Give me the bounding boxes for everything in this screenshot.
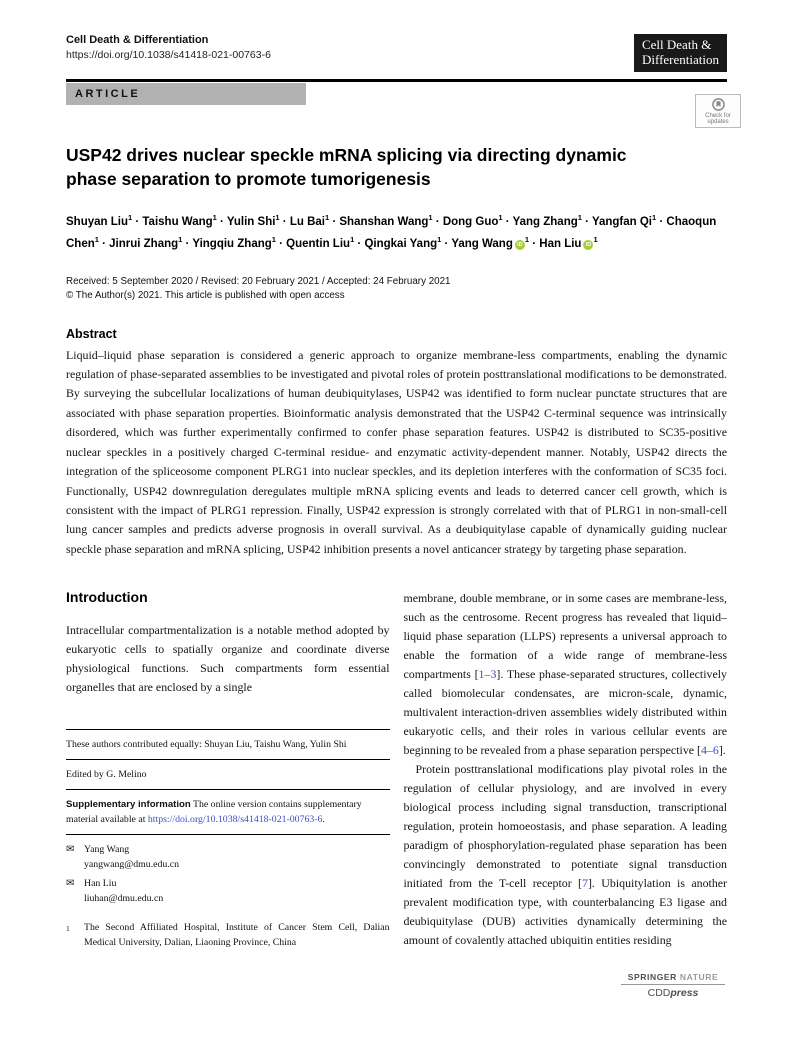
article-type-label: ARTICLE <box>66 83 306 105</box>
contact-email[interactable]: liuhan@dmu.edu.cn <box>84 893 164 905</box>
journal-logo-line2: Differentiation <box>641 52 719 67</box>
corresponding-author <box>66 842 390 872</box>
contact-email[interactable]: yangwang@dmu.edu.cn <box>84 859 179 871</box>
reference-link[interactable]: 4–6 <box>700 743 719 758</box>
orcid-icon[interactable]: iD <box>515 240 525 250</box>
contact-name: Yang Wang <box>84 844 130 856</box>
reference-link[interactable]: 7 <box>582 876 588 891</box>
journal-logo-badge <box>634 34 727 72</box>
author: Chaoqun Chen$^1$ <box>66 215 717 250</box>
check-for-updates-icon <box>712 98 725 111</box>
page-header <box>66 34 727 72</box>
header-divider <box>66 79 727 82</box>
affiliation-number: 1 <box>66 924 70 934</box>
doi-url: https://doi.org/10.1038/s41418-021-00763-6 <box>66 49 271 61</box>
introduction-heading: Introduction <box>66 589 148 606</box>
edited-by-note: Edited by G. Melino <box>66 769 147 781</box>
orcid-icon[interactable]: iD <box>583 240 593 250</box>
left-column <box>66 589 390 950</box>
header-left <box>66 34 271 61</box>
author: Yangfan Qi$^1$ <box>591 213 657 228</box>
journal-name: Cell Death & Differentiation <box>66 34 209 46</box>
author: Quentin Liu$^1$ <box>286 234 355 250</box>
author: Shanshan Wang$^1$ <box>339 213 433 228</box>
contact-list <box>66 842 390 906</box>
journal-logo-line1: Cell Death & <box>641 37 712 52</box>
corresponding-author <box>66 876 390 906</box>
affiliation-text: The Second Affiliated Hospital, Institute of Cancer Stem Cell, Dalian Medical University, Dalian, Liaoning Province, China <box>84 922 390 949</box>
author: Han Liu $iD^1$ <box>539 234 598 250</box>
copyright-line: © The Author(s) 2021. This article is published with open access <box>66 289 345 301</box>
springer-nature-wordmark: SPRINGER NATURE <box>621 972 725 985</box>
check-for-updates-label: Check for updates <box>705 112 731 125</box>
intro-paragraph: Intracellular compartmentalization is a notable method adopted by eukaryotic cells to spatially organize and coordinate diverse physiological functions. Such compartments form essential organelles that are enclosed by a single <box>66 623 390 695</box>
body-columns <box>66 589 727 950</box>
supplementary-link[interactable]: https://doi.org/10.1038/s41418-021-00763-6 <box>147 814 323 826</box>
received-line: Received: 5 September 2020 / Revised: 20 February 2021 / Accepted: 24 February 2021 <box>66 275 451 287</box>
envelope-icon: ✉ <box>66 878 75 890</box>
right-column <box>404 589 728 950</box>
article-title: USP42 drives nuclear speckle mRNA splicing via directing dynamic phase separation to promote tumorigenesis <box>66 145 627 189</box>
footnote-divider <box>66 759 390 760</box>
author: Qingkai Yang$^1$ <box>364 234 442 250</box>
check-for-updates-button[interactable] <box>695 94 741 128</box>
body-paragraph: membrane, double membrane, or in some cases are membrane-less, such as the centrosome. Recent progress has revealed that liquid–liquid phase separation (LLPS) represents a universal approach to enable the formation of a wide range of membrane-less compartments [1–3]. These phase-separated structures, collectively called biomolecular condensates, are micron-scale, dynamic, multivalent interaction-driven assemblies widely distributed within eukaryotic cells, and their roles in various cellular events are beginning to be revealed from a phase separation perspective [4–6]. <box>403 591 727 758</box>
abstract-text: Liquid–liquid phase separation is considered a generic approach to organize membrane-less compartments, enabling the dynamic regulation of phase-separated assemblies to be investigated and pivotal roles of protein posttranslational modifications to be demonstrated. By surveying the subcellular localizations of human deubiquitylases, USP42 was identified to form nuclear punctate structures that are associated with phase separation properties. Bioinformatic analysis demonstrated that the USP42 C-terminal sequence was intrinsically disordered, which was further experimentally confirmed to confer phase separation features. USP42 is distributed to SC35-positive nuclear speckles in a positively charged C-terminal residue- and enzymatic activity-dependent manner. Notably, USP42 directs the integration of the spliceosome component PLRG1 into nuclear speckles, and its depletion interferes with the conformation of SC35 foci. Functionally, USP42 downregulation deregulates multiple mRNA splicing events and leads to deterred cancer cell growth, which is consistent with the impact of PLRG1 repression. Finally, USP42 expression is strongly correlated with that of PLRG1 in non-small-cell lung cancer samples and predicts adverse prognosis in overall survival. As a deubiquitylase capable of dynamically guiding nuclear speckle phase separation and mRNA splicing, USP42 inhibition presents a novel anticancer strategy by targeting phase separation. <box>66 347 727 556</box>
body-paragraph: Protein posttranslational modifications play pivotal roles in the regulation of cellular physiology, and are involved in every biological process including signal transduction, transcriptional regulation, protein homoeostasis, and phase separation. A leading paradigm of phosphorylation-regulated phase separation has been convincingly demonstrated to potentiate signal transduction initiated from the T-cell receptor [7]. Ubiquitylation is another prevalent modification type, with counterbalancing E3 ligase and deubiquitylase (DUB) activities dynamically determining the amount of covalently attached ubiquitin entities residing <box>403 762 727 948</box>
supplementary-text: The online version contains supplementary material available at <box>66 799 362 826</box>
cddpress-wordmark: CDDpress <box>647 987 699 999</box>
author: Yingqiu Zhang$^1$ <box>192 234 276 250</box>
envelope-icon: ✉ <box>66 844 75 856</box>
author: Yang Wang $iD^1$ <box>451 234 530 250</box>
abstract-heading: Abstract <box>66 326 117 341</box>
author: Yulin Shi$^1$ <box>226 213 280 228</box>
supplementary-note: Supplementary information The online version contains supplementary material available at https://doi.org/10.1038/s41418-021-00763-6. <box>66 799 362 826</box>
article-history <box>66 275 727 303</box>
affiliation <box>66 920 390 950</box>
footnote-divider <box>66 729 390 730</box>
footnote-divider <box>66 789 390 790</box>
abstract-section <box>66 327 727 559</box>
publisher-logo <box>621 972 725 999</box>
contact-name: Han Liu <box>84 878 117 890</box>
footnote-divider <box>66 834 390 835</box>
author: Shuyan Liu$^1$ <box>66 213 133 228</box>
author: Yang Zhang$^1$ <box>512 213 582 228</box>
author: Dong Guo$^1$ <box>442 213 503 228</box>
supplementary-label: Supplementary information <box>66 799 191 811</box>
author: Lu Bai$^1$ <box>289 213 330 228</box>
author: Jinrui Zhang$^1$ <box>109 234 183 250</box>
reference-link[interactable]: 1–3 <box>478 667 497 682</box>
equal-contribution-note: These authors contributed equally: Shuyan Liu, Taishu Wang, Yulin Shi <box>66 739 347 751</box>
author-list: Shuyan Liu$^1$ · Taishu Wang$^1$ · Yulin Shi$^1$ · Lu Bai$^1$ · Shanshan Wang$^1$ · Dong Guo$^1$ · Yang Zhang$^1$ · Yangfan $Qi^1$ · Chaoqun Chen$^1$ · Jinrui Zhang$^1$ · Yingqiu Zhang$^1$ · Quentin Liu$^1$ · Qingkai Yang$^1$ · Yang Wang $iD^1$ · Han Liu $iD^1$ <box>66 213 717 250</box>
footnotes-block <box>66 722 390 950</box>
author: Taishu Wang$^1$ <box>142 213 217 228</box>
